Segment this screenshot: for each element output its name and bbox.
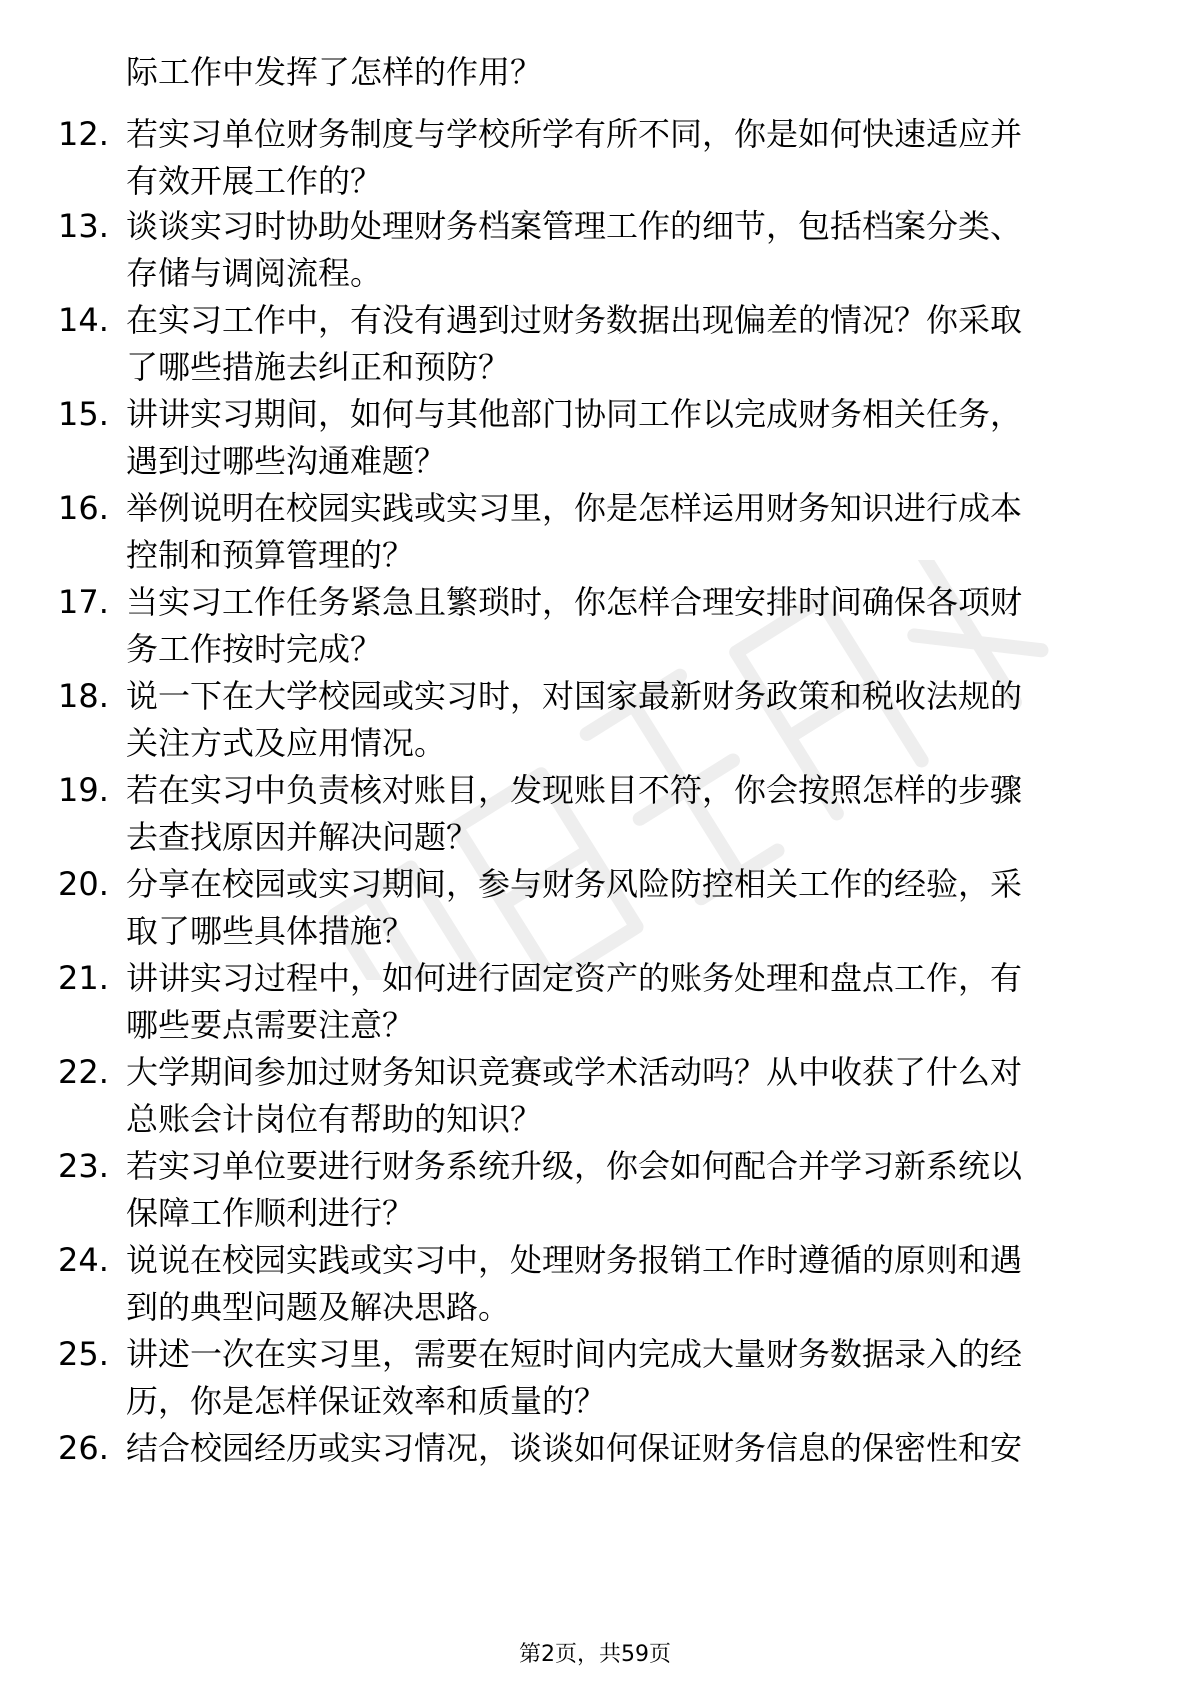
- question-text-line: 当实习工作任务紧急且繁琐时，你怎样合理安排时间确保各项财: [126, 583, 1023, 621]
- question-number: 13.: [58, 207, 109, 245]
- question-item: [0, 390, 1190, 486]
- continuation-text: 际工作中发挥了怎样的作用？: [126, 53, 543, 91]
- question-number: 17.: [58, 583, 109, 621]
- question-text-line: 控制和预算管理的？: [126, 536, 415, 574]
- question-item: [0, 1142, 1190, 1238]
- question-text-line: 历，你是怎样保证效率和质量的？: [126, 1382, 607, 1420]
- question-number: 24.: [58, 1241, 109, 1279]
- question-text-line: 分享在校园或实习期间，参与财务风险防控相关工作的经验，采: [126, 865, 1023, 903]
- question-number: 25.: [58, 1335, 109, 1373]
- question-item: [0, 578, 1190, 674]
- question-number: 18.: [58, 677, 109, 715]
- question-number: 19.: [58, 771, 109, 809]
- question-item: [0, 766, 1190, 862]
- question-number: 20.: [58, 865, 109, 903]
- question-text-line: 取了哪些具体措施？: [126, 912, 415, 950]
- question-item: [0, 484, 1190, 580]
- question-text-line: 遇到过哪些沟通难题？: [126, 442, 447, 480]
- question-item: [0, 296, 1190, 392]
- question-item: [0, 110, 1190, 206]
- question-text-line: 说说在校园实践或实习中，处理财务报销工作时遵循的原则和遇: [126, 1241, 1023, 1279]
- question-text-line: 保障工作顺利进行？: [126, 1194, 415, 1232]
- question-text-line: 大学期间参加过财务知识竞赛或学术活动吗？从中收获了什么对: [126, 1053, 1023, 1091]
- question-text-line: 举例说明在校园实践或实习里，你是怎样运用财务知识进行成本: [126, 489, 1023, 527]
- question-number: 26.: [58, 1429, 109, 1467]
- question-text-line: 说一下在大学校园或实习时，对国家最新财务政策和税收法规的: [126, 677, 1023, 715]
- question-number: 15.: [58, 395, 109, 433]
- question-text-line: 关注方式及应用情况。: [126, 724, 447, 762]
- question-item: [0, 672, 1190, 768]
- question-text-line: 务工作按时完成？: [126, 630, 383, 668]
- question-number: 14.: [58, 301, 109, 339]
- question-text-line: 到的典型问题及解决思路。: [126, 1288, 511, 1326]
- question-number: 22.: [58, 1053, 109, 1091]
- question-number: 12.: [58, 115, 109, 153]
- question-item: [0, 1424, 1190, 1520]
- question-item: [0, 1048, 1190, 1144]
- question-text-line: 了哪些措施去纠正和预防？: [126, 348, 511, 386]
- question-item: [0, 1330, 1190, 1426]
- question-number: 23.: [58, 1147, 109, 1185]
- question-text-line: 有效开展工作的？: [126, 162, 383, 200]
- question-text-line: 谈谈实习时协助处理财务档案管理工作的细节，包括档案分类、: [126, 207, 1023, 245]
- question-text-line: 若在实习中负责核对账目，发现账目不符，你会按照怎样的步骤: [126, 771, 1023, 809]
- question-item: [0, 860, 1190, 956]
- question-text-line: 若实习单位要进行财务系统升级，你会如何配合并学习新系统以: [126, 1147, 1023, 1185]
- question-item: [0, 1236, 1190, 1332]
- question-text-line: 哪些要点需要注意？: [126, 1006, 415, 1044]
- question-text-line: 结合校园经历或实习情况，谈谈如何保证财务信息的保密性和安: [126, 1429, 1023, 1467]
- question-text-line: 在实习工作中，有没有遇到过财务数据出现偏差的情况？你采取: [126, 301, 1023, 339]
- question-text-line: 讲述一次在实习里，需要在短时间内完成大量财务数据录入的经: [126, 1335, 1023, 1373]
- question-text-line: 若实习单位财务制度与学校所学有所不同，你是如何快速适应并: [126, 115, 1023, 153]
- question-item: [0, 954, 1190, 1050]
- question-number: 21.: [58, 959, 109, 997]
- question-text-line: 存储与调阅流程。: [126, 254, 383, 292]
- question-text-line: 讲讲实习过程中，如何进行固定资产的账务处理和盘点工作，有: [126, 959, 1023, 997]
- page-footer: 第2页，共59页: [519, 1642, 671, 1667]
- question-text-line: 讲讲实习期间，如何与其他部门协同工作以完成财务相关任务，: [126, 395, 1023, 433]
- question-number: 16.: [58, 489, 109, 527]
- question-text-line: 总账会计岗位有帮助的知识？: [126, 1100, 543, 1138]
- question-item: [0, 202, 1190, 298]
- question-text-line: 去查找原因并解决问题？: [126, 818, 479, 856]
